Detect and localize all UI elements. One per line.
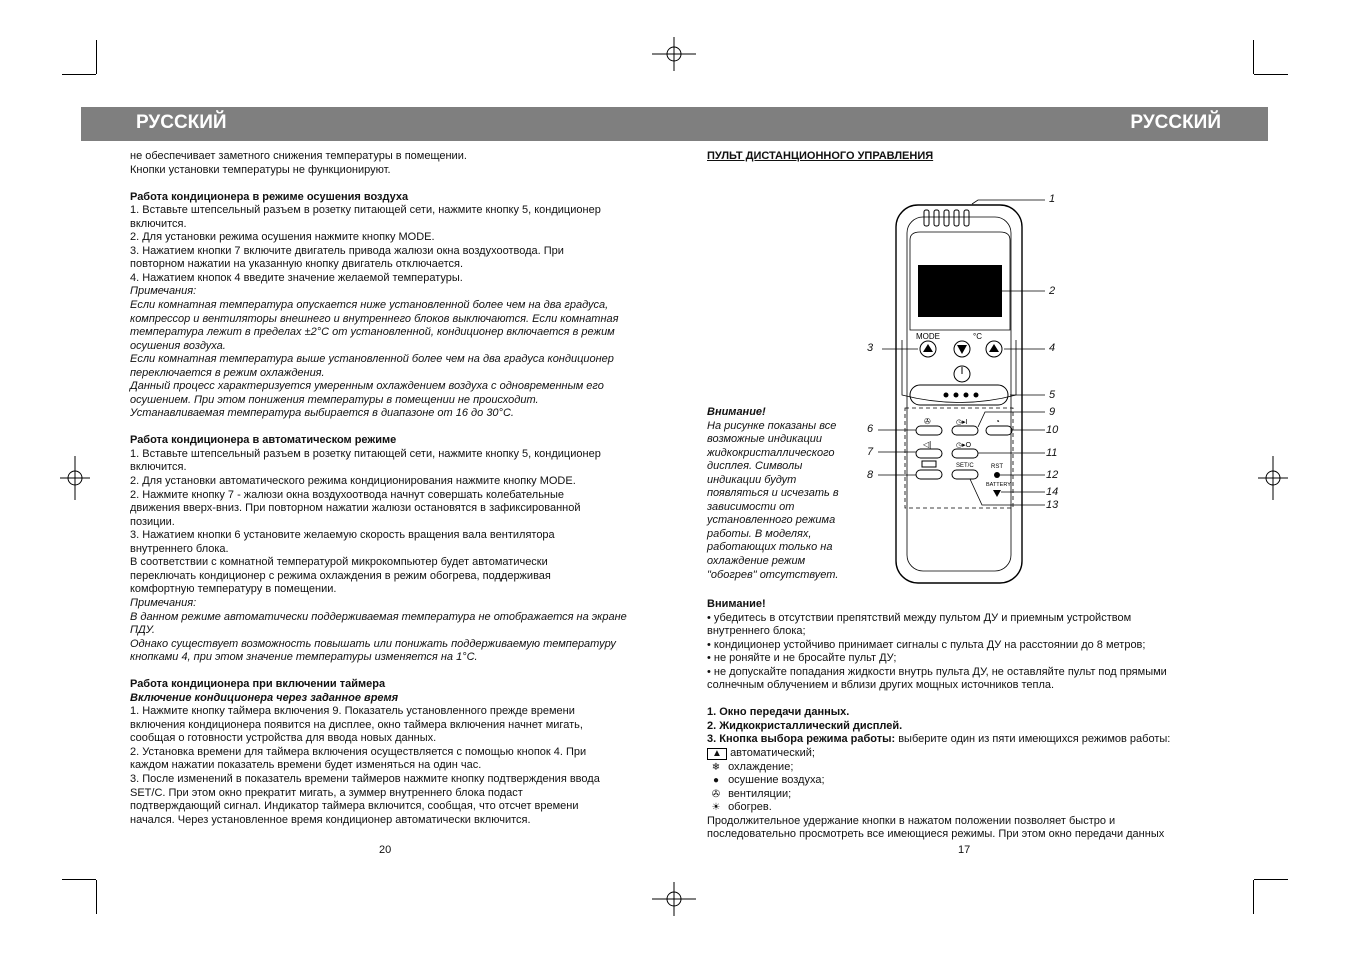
text-line: движения вверх-вниз. При повторном нажатии жалюзи остановятся в зафиксированной	[130, 502, 581, 515]
battery-label: BATTERY	[986, 482, 1011, 488]
degree-label: °C	[973, 332, 982, 341]
crop-mark	[1254, 879, 1288, 880]
note-line: установленного режима	[707, 514, 836, 527]
rst-label: RST	[991, 464, 1003, 470]
crop-mark	[1253, 40, 1254, 74]
section-title: ПУЛЬТ ДИСТАНЦИОННОГО УПРАВЛЕНИЯ	[707, 150, 934, 162]
left-column	[130, 150, 650, 827]
mode-label-text: автоматический;	[730, 746, 815, 759]
crop-mark	[96, 880, 97, 914]
callout-6: 6	[867, 423, 874, 435]
mode-label-text: осушение воздуха;	[728, 774, 825, 787]
text-line: комфортную температуру в помещении.	[130, 583, 337, 596]
page-number-right: 17	[958, 844, 971, 856]
crop-mark	[1253, 880, 1254, 914]
mode-label-text: обогрев.	[728, 801, 772, 814]
warning-line: • не роняйте и не бросайте пульт ДУ;	[707, 652, 897, 665]
callout-14: 14	[1046, 486, 1059, 498]
registration-mark-left	[60, 456, 90, 500]
text-line: 3. Нажатием кнопки 7 включите двигатель привода жалюзи окна воздухоотвода. При	[130, 244, 564, 257]
sleep-button[interactable]	[986, 417, 1012, 435]
warning-line: внутреннего блока;	[707, 625, 806, 638]
section-subheading: Включение кондиционера через заданное время	[130, 691, 399, 704]
text-line: внутреннего блока.	[130, 542, 229, 555]
note-line: работы. В моделях,	[707, 527, 812, 540]
snowflake-icon: ❄	[711, 761, 721, 773]
crop-mark	[1254, 74, 1288, 75]
section-heading: Работа кондиционера при включении таймера	[130, 678, 386, 691]
svg-text:◷▸I: ◷▸I	[956, 419, 968, 426]
timer-off-button[interactable]	[952, 442, 978, 458]
swing-button[interactable]	[916, 440, 942, 458]
text-line: включится.	[130, 461, 187, 474]
page-number-left: 20	[379, 844, 392, 856]
mode-fan	[707, 788, 1217, 802]
remote-control-diagram	[860, 190, 1070, 590]
timer-on-button[interactable]	[952, 419, 978, 435]
text-line: включения кондиционера появится на дисплее, окно таймера включения начнет мигать,	[130, 718, 583, 731]
warning-line: • не допускайте попадания жидкости внутрь пульта ДУ, не оставляйте пульт под прямыми	[707, 665, 1167, 678]
left-page-title: РУССКИЙ	[136, 112, 227, 133]
temp-down-button[interactable]	[954, 341, 970, 357]
note-line: температура лежит в пределах ±2°С от установленной, кондиционер включается в режим	[130, 326, 615, 339]
set-c-label: SET/C	[956, 463, 974, 469]
text-line: 1. Вставьте штепсельный разъем в розетку питающей сети, нажмите кнопку 5, кондиционер	[130, 204, 601, 217]
svg-text:◁|: ◁|	[923, 440, 932, 449]
indicator-dots	[944, 393, 979, 398]
right-lower-text	[707, 598, 1217, 842]
fan-speed-button[interactable]	[916, 417, 942, 435]
note-line: компрессор и вентиляторы внешнего и внутреннего блоков выключаются. Если комнатная	[130, 312, 619, 325]
callout-13: 13	[1046, 499, 1059, 511]
text-line: SET/C. При этом окно прекратит мигать, а зуммер внутреннего блока подаст	[130, 786, 523, 799]
note-line: "обогрев" отсутствует.	[707, 568, 839, 581]
note-line: ПДУ.	[130, 624, 155, 637]
text-line: 3. Нажатием кнопки 6 установите желаемую скорость вращения вала вентилятора	[130, 529, 555, 542]
callout-3: 3	[867, 342, 874, 354]
note-line: Если комнатная температура выше установленной более чем на два градуса кондиционер	[130, 353, 614, 366]
svg-text:◔: ◔	[995, 417, 1000, 426]
text-line: 2. Для установки режима осушения нажмите кнопку MODE.	[130, 231, 435, 244]
text-line: каждом нажатии показатель времени будет изменяться на один час.	[130, 759, 482, 772]
text-line: 2. Нажмите кнопку 7 - жалюзи окна воздухоотвода начнут совершать колебательные	[130, 488, 565, 501]
mode-auto	[707, 747, 1217, 761]
callout-8: 8	[867, 469, 874, 481]
callout-11: 11	[1046, 447, 1058, 459]
text-line: Продолжительное удержание кнопки в нажатом положении позволяет быстро и	[707, 814, 1116, 827]
auto-triangle-icon: ▲	[707, 748, 727, 760]
notes-label: Примечания:	[130, 596, 197, 609]
text-line: повторном нажатии на указанную кнопку двигатель отключается.	[130, 258, 464, 271]
right-page-title: РУССКИЙ	[1130, 112, 1221, 133]
item-3-label: 3. Кнопка выбора режима работы:	[707, 733, 896, 746]
svg-text:✇: ✇	[924, 417, 931, 426]
fan-icon: ✇	[711, 788, 721, 800]
item-3	[707, 733, 1217, 747]
droplet-icon: ●	[712, 775, 720, 787]
text-line: 1. Нажмите кнопку таймера включения 9. Показатель установленного прежде времени	[130, 705, 575, 718]
text-line: переключать кондиционер с режима охлаждения в режим обогрева, поддерживая	[130, 569, 551, 582]
note-line: осушения воздуха.	[130, 339, 226, 352]
temp-up-button[interactable]	[986, 341, 1002, 357]
note-line: Однако существует возможность повышать или понижать поддерживаемую температуру	[130, 637, 616, 650]
note-line: переключается в режим охлаждения.	[130, 366, 325, 379]
lcd-attention-note	[707, 406, 839, 582]
right-title-block	[707, 150, 933, 164]
note-line: дисплея. Символы	[707, 460, 803, 473]
warning-line: • убедитесь в отсутствии препятствий между пультом ДУ и приемным устройством	[707, 611, 1132, 624]
set-c-button[interactable]	[952, 463, 978, 479]
ir-window	[924, 210, 969, 226]
header-bar	[81, 107, 1268, 141]
text-line: 4. Нажатием кнопок 4 введите значение желаемой температуры.	[130, 271, 463, 284]
callout-7: 7	[867, 446, 874, 458]
callout-10: 10	[1046, 424, 1059, 436]
callout-5: 5	[1049, 389, 1056, 401]
note-line: осушением. При этом понижения температуры в помещении не происходит.	[130, 393, 539, 406]
warning-heading: Внимание!	[707, 598, 766, 610]
registration-mark-top	[652, 37, 696, 71]
text-line: позиции.	[130, 515, 175, 528]
note-line: На рисунке показаны все	[707, 419, 837, 432]
rst-button[interactable]	[991, 464, 1003, 478]
text-line: В соответствии с комнатной температурой микрокомпьютер будет автоматически	[130, 556, 548, 569]
crop-mark	[62, 879, 96, 880]
crop-mark	[62, 74, 96, 75]
note-line: Данный процесс характеризуется умеренным охлаждением воздуха с одновременным его	[130, 380, 604, 393]
text-line: 3. После изменений в показатель времени таймеров нажмите кнопку подтверждения ввода	[130, 773, 600, 786]
mode-cool	[707, 761, 1217, 775]
text-line: последовательно просмотреть все имеющиеся режимы. При этом окно передачи данных	[707, 828, 1165, 841]
section-heading: Работа кондиционера в автоматическом режиме	[130, 434, 397, 447]
note-line: появляться и исчезать в	[707, 487, 839, 500]
warning-line: солнечным облучением и вблизи других мощных источников тепла.	[707, 679, 1055, 692]
mode-label: MODE	[916, 332, 940, 341]
text-line: 1. Вставьте штепсельный разъем в розетку питающей сети, нажмите кнопку 5, кондиционер	[130, 447, 601, 460]
text-line: подтверждающий сигнал. Индикатор таймера включится, сообщая, что отсчет времени	[130, 800, 579, 813]
mode-button[interactable]	[920, 341, 936, 357]
note-heading: Внимание!	[707, 406, 766, 418]
battery-arrow-icon	[993, 490, 1001, 497]
callout-1: 1	[1049, 193, 1056, 205]
text-line: 2. Для установки автоматического режима кондиционирования нажмите кнопку MODE.	[130, 475, 576, 488]
power-button[interactable]	[954, 366, 970, 382]
text-line: Кнопки установки температуры не функционируют.	[130, 163, 391, 176]
mode-dry	[707, 774, 1217, 788]
note-line: работающих только на	[707, 541, 833, 554]
text-line: 2. Установка времени для таймера включения осуществляется с помощью кнопок 4. При	[130, 745, 587, 758]
section-heading: Работа кондиционера в режиме осушения воздуха	[130, 190, 409, 203]
warning-line: • кондиционер устойчиво принимает сигналы с пульта ДУ на расстоянии до 8 метров;	[707, 638, 1146, 651]
callout-12: 12	[1046, 469, 1059, 481]
item-1: 1. Окно передачи данных.	[707, 706, 850, 719]
note-line: охлаждение режим	[707, 555, 806, 568]
note-line: возможные индикации	[707, 433, 822, 446]
text-line: включится.	[130, 217, 187, 230]
mode-label-text: вентиляции;	[728, 787, 792, 800]
note-line: индикации будут	[707, 473, 797, 486]
callout-9: 9	[1049, 406, 1056, 418]
svg-text:◷▸O: ◷▸O	[956, 442, 972, 449]
note-line: Устанавливаемая температура выбирается в диапазоне от 16 до 30°С.	[130, 407, 514, 420]
light-button[interactable]	[916, 461, 942, 479]
item-2: 2. Жидкокристаллический дисплей.	[707, 719, 903, 732]
mode-heat	[707, 801, 1217, 815]
text-line: сообщая о готовности устройства для ввода новых данных.	[130, 732, 437, 745]
note-line: жидкокристаллического	[707, 446, 835, 459]
note-line: Если комнатная температура опускается ниже установленной более чем на два градуса,	[130, 298, 609, 311]
note-line: В данном режиме автоматически поддерживаемая температура не отображается на экране	[130, 610, 627, 623]
text-line: начался. Через установленное время кондиционер автоматически включится.	[130, 813, 531, 826]
registration-mark-bottom	[652, 882, 696, 916]
callout-2: 2	[1049, 285, 1056, 297]
registration-mark-right	[1258, 456, 1288, 500]
text-line: не обеспечивает заметного снижения температуры в помещении.	[130, 150, 467, 162]
crop-mark	[96, 40, 97, 74]
notes-label: Примечания:	[130, 285, 197, 298]
sun-icon: ☀	[711, 802, 721, 814]
mode-label-text: охлаждение;	[728, 760, 794, 773]
item-3-text: выберите один из пяти имеющихся режимов работы:	[895, 733, 1171, 746]
note-line: зависимости от	[707, 500, 795, 513]
note-line: кнопками 4, при этом значение температуры изменяется на 1°С.	[130, 651, 478, 664]
callout-4: 4	[1049, 342, 1056, 354]
